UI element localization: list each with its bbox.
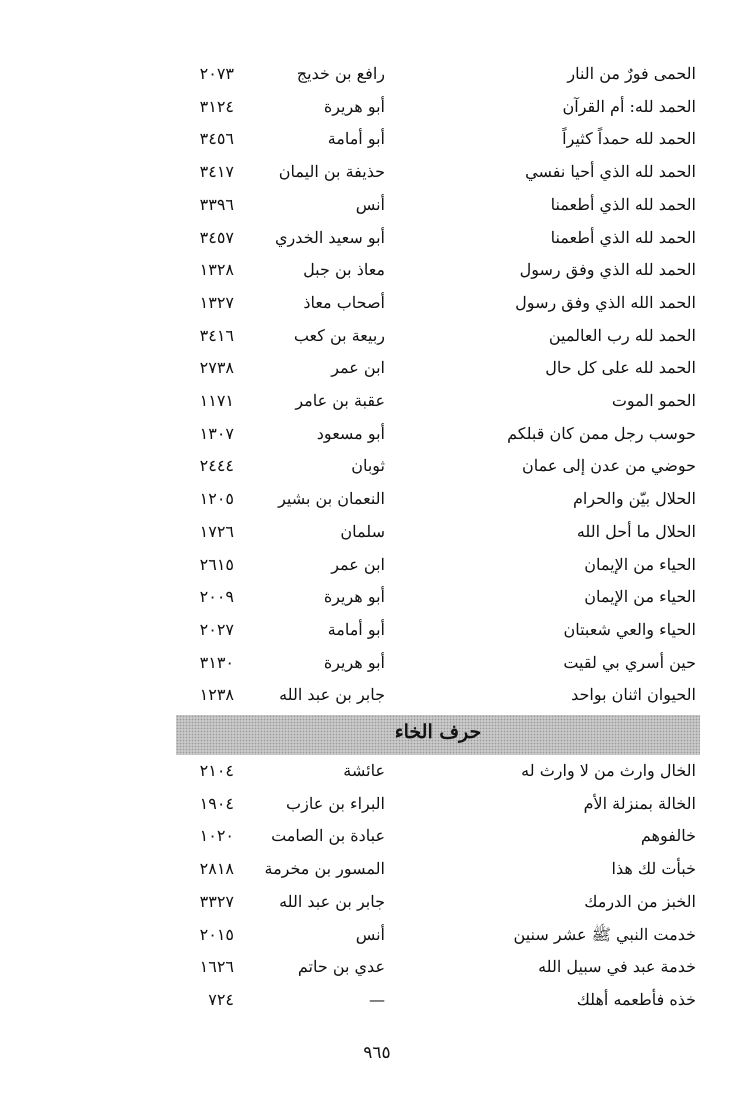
hadith-text: حوسب رجل ممن كان قبلكم bbox=[507, 423, 696, 443]
index-row bbox=[0, 858, 754, 891]
hadith-text: الحمى فورٌ من النار bbox=[567, 64, 696, 83]
narrator: أبو أمامة bbox=[327, 619, 385, 639]
hadith-text: خبأت لك هذا bbox=[611, 859, 696, 879]
narrator: أبو هريرة bbox=[323, 96, 385, 116]
hadith-number: ١٢٣٨ bbox=[199, 685, 234, 705]
narrator: أبو أمامة bbox=[327, 129, 385, 149]
hadith-text: خدمة عبد في سبيل الله bbox=[538, 957, 696, 977]
index-row bbox=[0, 161, 754, 194]
index-row bbox=[0, 825, 754, 858]
narrator: ابن عمر bbox=[331, 358, 385, 378]
index-row bbox=[0, 488, 754, 521]
narrator: رافع بن خديج bbox=[296, 64, 385, 83]
hadith-number: ١٣٠٧ bbox=[199, 423, 234, 443]
hadith-number: ١٧٢٦ bbox=[199, 521, 234, 541]
section-header-label: حرف الخاء bbox=[394, 721, 482, 743]
narrator: أبو سعيد الخدري bbox=[275, 227, 385, 247]
hadith-text: الخالة بمنزلة الأم bbox=[583, 793, 696, 813]
hadith-text: خالفوهم bbox=[640, 826, 696, 846]
index-row bbox=[0, 325, 754, 358]
index-row bbox=[0, 455, 754, 488]
narrator: أنس bbox=[355, 194, 385, 214]
narrator: البراء بن عازب bbox=[286, 793, 385, 813]
index-row bbox=[0, 554, 754, 587]
hadith-text: الحمو الموت bbox=[611, 391, 696, 410]
narrator: — bbox=[369, 989, 385, 1009]
narrator: أبو مسعود bbox=[316, 423, 385, 443]
hadith-number: ٢٦١٥ bbox=[199, 554, 234, 574]
hadith-text: الحياء والعي شعبتان bbox=[563, 619, 696, 639]
index-row bbox=[0, 793, 754, 826]
hadith-text: خدمت النبي ﷺ عشر سنين bbox=[513, 924, 696, 944]
hadith-text: الحمد لله الذي وفق رسول bbox=[519, 260, 696, 280]
hadith-text: الحلال ما أحل الله bbox=[576, 521, 696, 541]
hadith-text: خذه فأطعمه أهلك bbox=[576, 989, 696, 1009]
narrator: ثوبان bbox=[351, 456, 385, 476]
narrator: عائشة bbox=[343, 761, 385, 780]
hadith-number: ٢٠٠٩ bbox=[199, 587, 234, 607]
narrator: أنس bbox=[355, 924, 385, 944]
narrator: أصحاب معاذ bbox=[303, 292, 385, 312]
narrator: أبو هريرة bbox=[323, 652, 385, 672]
hadith-text: الحيوان اثنان بواحد bbox=[571, 685, 696, 705]
hadith-number: ١٠٢٠ bbox=[199, 826, 234, 846]
index-row bbox=[0, 521, 754, 554]
index-row bbox=[0, 227, 754, 260]
index-row bbox=[0, 194, 754, 227]
hadith-text: الحمد لله الذي أطعمنا bbox=[550, 227, 696, 247]
narrator: عدي بن حاتم bbox=[297, 957, 385, 977]
hadith-number: ١٣٢٧ bbox=[199, 292, 234, 312]
index-row bbox=[0, 128, 754, 161]
index-row bbox=[0, 891, 754, 924]
hadith-number: ٢٠١٥ bbox=[199, 924, 234, 944]
narrator: ربيعة بن كعب bbox=[293, 325, 385, 345]
hadith-number: ٣٤٥٧ bbox=[199, 227, 234, 247]
narrator: جابر بن عبد الله bbox=[279, 685, 385, 705]
hadith-text: الحياء من الإيمان bbox=[584, 587, 696, 607]
narrator: ابن عمر bbox=[331, 554, 385, 574]
hadith-number: ١٣٢٨ bbox=[199, 260, 234, 280]
index-row bbox=[0, 619, 754, 652]
hadith-number: ٢٨١٨ bbox=[199, 859, 234, 879]
hadith-text: حين أسري بي لقيت bbox=[563, 652, 696, 672]
hadith-number: ٣١٢٤ bbox=[199, 96, 234, 116]
hadith-text: الحمد لله الذي أطعمنا bbox=[550, 194, 696, 214]
narrator: عقبة بن عامر bbox=[295, 391, 385, 410]
index-row bbox=[0, 684, 754, 717]
hadith-text: حوضي من عدن إلى عمان bbox=[522, 456, 696, 476]
index-row bbox=[0, 96, 754, 129]
index-row bbox=[0, 760, 754, 793]
hadith-number: ٢١٠٤ bbox=[199, 761, 234, 780]
hadith-text: الحمد لله: أم القرآن bbox=[562, 96, 696, 116]
hadith-number: ٣٤١٦ bbox=[199, 325, 234, 345]
page-number: ٩٦٥ bbox=[363, 1043, 391, 1063]
hadith-number: ١٩٠٤ bbox=[199, 793, 234, 813]
index-row bbox=[0, 357, 754, 390]
hadith-number: ٢٤٤٤ bbox=[199, 456, 234, 476]
hadith-number: ٣٣٩٦ bbox=[199, 194, 234, 214]
hadith-text: الحلال بيّن والحرام bbox=[572, 489, 696, 509]
index-row bbox=[0, 259, 754, 292]
hadith-number: ٢٠٢٧ bbox=[199, 619, 234, 639]
hadith-text: الحمد لله على كل حال bbox=[545, 358, 696, 378]
hadith-text: الحمد لله الذي أحيا نفسي bbox=[525, 162, 696, 182]
index-row bbox=[0, 586, 754, 619]
section-header bbox=[176, 715, 700, 755]
narrator: سلمان bbox=[340, 521, 385, 541]
hadith-number: ٣٤٥٦ bbox=[199, 129, 234, 149]
hadith-text: الحمد الله الذي وفق رسول bbox=[515, 292, 696, 312]
narrator: النعمان بن بشير bbox=[278, 489, 385, 509]
hadith-number: ٢٧٣٨ bbox=[199, 358, 234, 378]
narrator: عبادة بن الصامت bbox=[271, 826, 385, 846]
index-row bbox=[0, 924, 754, 957]
hadith-number: ١٢٠٥ bbox=[199, 489, 234, 509]
narrator: معاذ بن جبل bbox=[303, 260, 385, 280]
index-row bbox=[0, 989, 754, 1022]
hadith-number: ٣٤١٧ bbox=[199, 162, 234, 182]
hadith-number: ٣٣٢٧ bbox=[199, 891, 234, 911]
index-row bbox=[0, 63, 754, 96]
hadith-text: الخبز من الدرمك bbox=[584, 891, 696, 911]
hadith-number: ١١٧١ bbox=[199, 391, 234, 410]
hadith-number: ٧٢٤ bbox=[208, 989, 234, 1009]
index-row bbox=[0, 423, 754, 456]
narrator: أبو هريرة bbox=[323, 587, 385, 607]
index-row bbox=[0, 390, 754, 423]
hadith-text: الحمد لله حمداً كثيراً bbox=[562, 129, 696, 149]
narrator: حذيفة بن اليمان bbox=[278, 162, 385, 182]
narrator: المسور بن مخرمة bbox=[264, 859, 385, 879]
narrator: جابر بن عبد الله bbox=[279, 891, 385, 911]
index-row bbox=[0, 292, 754, 325]
index-row bbox=[0, 652, 754, 685]
hadith-number: ٣١٣٠ bbox=[199, 652, 234, 672]
hadith-number: ٢٠٧٣ bbox=[199, 64, 234, 83]
hadith-text: الحمد لله رب العالمين bbox=[548, 325, 696, 345]
hadith-number: ١٦٢٦ bbox=[199, 957, 234, 977]
hadith-text: الخال وارث من لا وارث له bbox=[521, 761, 696, 780]
index-row bbox=[0, 956, 754, 989]
hadith-text: الحياء من الإيمان bbox=[584, 554, 696, 574]
